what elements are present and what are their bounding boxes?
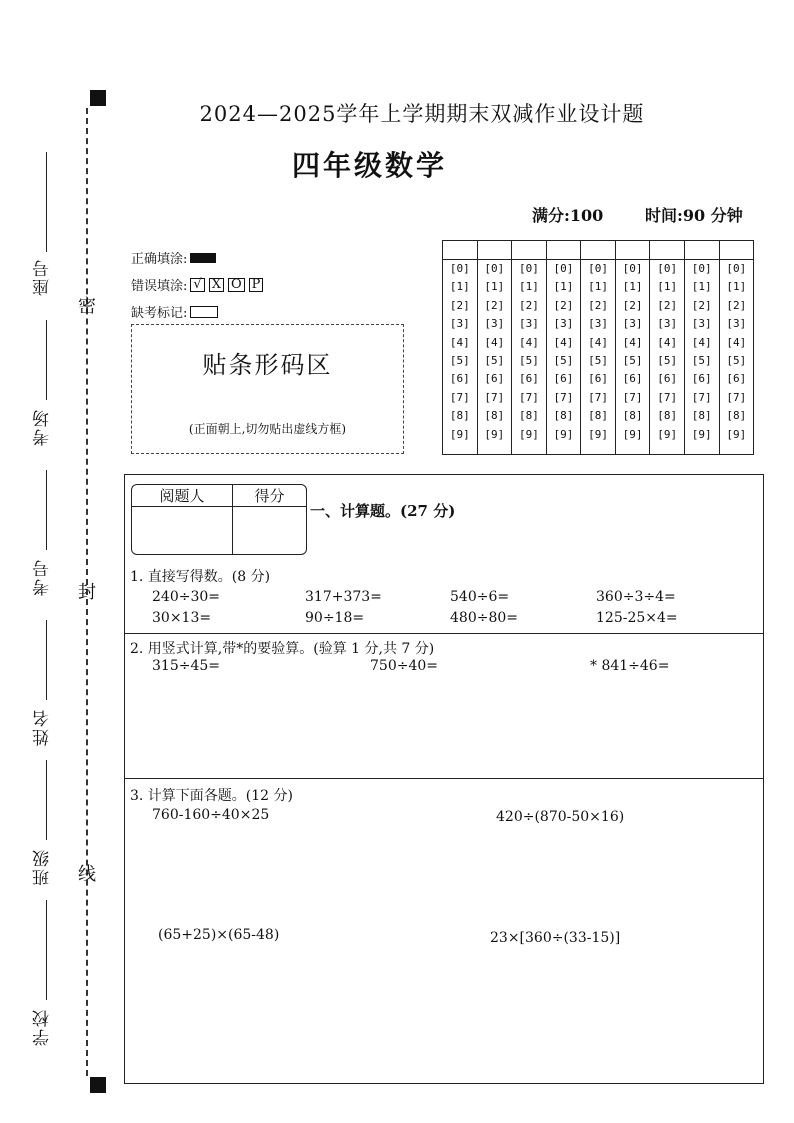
- id-bubble[interactable]: [4]: [484, 335, 505, 349]
- id-column: [685, 241, 720, 454]
- grader-reviewer-field[interactable]: [132, 507, 233, 554]
- id-bubble[interactable]: [9]: [691, 427, 712, 441]
- q2-item-1: 315÷45=: [152, 658, 220, 674]
- id-bubble[interactable]: [3]: [657, 317, 678, 331]
- id-bubble[interactable]: [3]: [588, 317, 608, 331]
- id-bubble[interactable]: [6]: [484, 372, 505, 386]
- absent-checkbox[interactable]: [190, 306, 218, 318]
- id-bubble[interactable]: [7]: [691, 390, 712, 404]
- id-bubble[interactable]: [7]: [553, 390, 574, 404]
- grader-reviewer-label: 阅题人: [132, 485, 233, 507]
- legend-absent: [131, 302, 264, 321]
- id-digit-write-box[interactable]: [616, 241, 650, 260]
- id-bubble[interactable]: [2]: [726, 298, 747, 312]
- legend-correct: [131, 248, 264, 267]
- id-bubble[interactable]: [4]: [588, 335, 608, 349]
- id-bubble[interactable]: [0]: [691, 262, 712, 275]
- student-name-label: 姓名: [33, 708, 53, 746]
- id-bubble[interactable]: [9]: [588, 427, 608, 441]
- id-bubble[interactable]: [0]: [553, 262, 574, 275]
- q1-item-5: 30×13=: [152, 610, 212, 626]
- id-bubble[interactable]: [9]: [518, 427, 539, 441]
- q1-item-6: 90÷18=: [305, 610, 365, 626]
- id-bubble[interactable]: [0]: [726, 262, 747, 275]
- id-bubble[interactable]: [8]: [726, 409, 747, 423]
- id-bubble[interactable]: [4]: [449, 335, 470, 349]
- legend-absent-label: 缺考标记:: [131, 306, 188, 321]
- seal-char-feng: 封: [78, 582, 96, 603]
- id-bubble[interactable]: [1]: [484, 280, 505, 294]
- id-bubble[interactable]: [0]: [588, 262, 608, 275]
- id-bubble[interactable]: [1]: [449, 280, 470, 294]
- q1-item-3: 540÷6=: [450, 589, 510, 605]
- id-bubble[interactable]: [1]: [726, 280, 747, 294]
- id-digit-write-box[interactable]: [547, 241, 581, 260]
- legend-wrong: [131, 275, 264, 294]
- q2-item-2: 750÷40=: [370, 658, 438, 674]
- exam-room-label: 考场: [33, 408, 53, 446]
- id-digit-write-box[interactable]: [685, 241, 719, 260]
- id-bubble[interactable]: [7]: [484, 390, 505, 404]
- id-bubble[interactable]: [4]: [657, 335, 678, 349]
- id-bubble[interactable]: [8]: [484, 409, 505, 423]
- q1-item-2: 317+373=: [305, 589, 382, 605]
- id-bubble[interactable]: [7]: [657, 390, 678, 404]
- exam-time: 时间:90 分钟: [645, 206, 743, 225]
- question-1-title: 1. 直接写得数。(8 分): [130, 569, 271, 585]
- id-column: [443, 241, 478, 454]
- id-bubble[interactable]: [8]: [449, 409, 470, 423]
- id-bubble[interactable]: [5]: [449, 353, 470, 367]
- q1-item-1: 240÷30=: [152, 589, 220, 605]
- id-bubble[interactable]: [9]: [553, 427, 574, 441]
- id-digit-write-box[interactable]: [720, 241, 754, 260]
- id-digit-write-box[interactable]: [478, 241, 512, 260]
- id-bubble[interactable]: [7]: [449, 390, 470, 404]
- q2-item-3: * 841÷46=: [590, 658, 670, 674]
- q1-item-4: 360÷3÷4=: [596, 589, 676, 605]
- id-bubble[interactable]: [2]: [691, 298, 712, 312]
- id-column: [720, 241, 754, 454]
- id-bubble[interactable]: [1]: [553, 280, 574, 294]
- q1-item-8: 125-25×4=: [596, 610, 678, 626]
- id-column: [547, 241, 582, 454]
- id-bubble[interactable]: [8]: [518, 409, 539, 423]
- filled-box-sample: [190, 253, 216, 263]
- id-bubble[interactable]: [0]: [622, 262, 643, 275]
- id-bubble[interactable]: [5]: [657, 353, 678, 367]
- id-bubble[interactable]: [6]: [518, 372, 539, 386]
- barcode-area: [131, 324, 404, 454]
- full-score: 满分:100: [532, 206, 604, 225]
- id-bubble[interactable]: [4]: [726, 335, 747, 349]
- legend-correct-label: 正确填涂:: [131, 252, 188, 267]
- exam-room-line[interactable]: [46, 320, 47, 400]
- divider-q1-q2: [124, 633, 764, 634]
- id-bubble[interactable]: [7]: [588, 390, 608, 404]
- id-bubble[interactable]: [0]: [518, 262, 539, 275]
- id-bubble[interactable]: [2]: [518, 298, 539, 312]
- id-bubble[interactable]: [1]: [518, 280, 539, 294]
- seal-char-mi: 密: [78, 296, 96, 317]
- id-bubble[interactable]: [5]: [553, 353, 574, 367]
- id-digit-write-box[interactable]: [581, 241, 615, 260]
- id-bubble[interactable]: [1]: [622, 280, 643, 294]
- id-bubble[interactable]: [9]: [726, 427, 747, 441]
- id-bubble[interactable]: [9]: [484, 427, 505, 441]
- id-bubble[interactable]: [1]: [691, 280, 712, 294]
- school-line[interactable]: [46, 900, 47, 1000]
- question-3-title: 3. 计算下面各题。(12 分): [130, 788, 293, 804]
- wrong-mark-circle: O: [228, 278, 245, 292]
- id-bubble[interactable]: [3]: [691, 317, 712, 331]
- id-bubble[interactable]: [9]: [657, 427, 678, 441]
- q3-item-4: 23×[360÷(33-15)]: [490, 930, 621, 946]
- grader-score-label: 得分: [233, 485, 306, 507]
- id-bubble[interactable]: [5]: [588, 353, 608, 367]
- q3-item-2: 420÷(870-50×16): [496, 809, 625, 825]
- id-column: [616, 241, 651, 454]
- id-bubble[interactable]: [5]: [726, 353, 747, 367]
- id-bubble[interactable]: [5]: [691, 353, 712, 367]
- seal-char-xian: 线: [78, 864, 96, 885]
- exam-number-line[interactable]: [46, 470, 47, 550]
- id-column: [512, 241, 547, 454]
- id-bubble[interactable]: [8]: [622, 409, 643, 423]
- id-bubble[interactable]: [1]: [588, 280, 608, 294]
- wrong-mark-check: √: [190, 278, 204, 292]
- id-bubble[interactable]: [1]: [657, 280, 678, 294]
- page-title: 2024—2025学年上学期期末双减作业设计题: [199, 102, 645, 126]
- class-label: 班级: [33, 848, 53, 886]
- id-bubble[interactable]: [8]: [553, 409, 574, 423]
- id-bubble[interactable]: [3]: [484, 317, 505, 331]
- id-column: [478, 241, 513, 454]
- id-bubble[interactable]: [4]: [691, 335, 712, 349]
- exam-number-label: 考号: [33, 558, 53, 596]
- id-bubble[interactable]: [5]: [484, 353, 505, 367]
- id-bubble[interactable]: [0]: [657, 262, 678, 275]
- id-bubble[interactable]: [4]: [553, 335, 574, 349]
- wrong-mark-cross: X: [209, 278, 224, 292]
- id-bubble[interactable]: [6]: [553, 372, 574, 386]
- id-bubble[interactable]: [7]: [726, 390, 747, 404]
- school-label: 学校: [33, 1008, 53, 1046]
- seat-number-line[interactable]: [46, 152, 47, 252]
- id-bubble[interactable]: [7]: [518, 390, 539, 404]
- grader-box: [131, 484, 307, 555]
- id-bubble[interactable]: [8]: [691, 409, 712, 423]
- q1-item-7: 480÷80=: [450, 610, 518, 626]
- id-bubble[interactable]: [8]: [657, 409, 678, 423]
- id-bubble[interactable]: [2]: [622, 298, 643, 312]
- id-bubble[interactable]: [8]: [588, 409, 608, 423]
- id-bubble[interactable]: [6]: [449, 372, 470, 386]
- id-bubble[interactable]: [3]: [726, 317, 747, 331]
- barcode-note: (正面朝上,切勿贴出虚线方框): [188, 422, 347, 436]
- id-bubble[interactable]: [3]: [622, 317, 643, 331]
- id-bubble[interactable]: [2]: [657, 298, 678, 312]
- q3-item-3: (65+25)×(65-48): [158, 927, 280, 943]
- id-bubble[interactable]: [3]: [553, 317, 574, 331]
- id-digit-write-box[interactable]: [443, 241, 477, 260]
- id-bubble[interactable]: [0]: [449, 262, 470, 275]
- id-bubble[interactable]: [6]: [691, 372, 712, 386]
- id-bubble[interactable]: [9]: [622, 427, 643, 441]
- q3-item-1: 760-160÷40×25: [152, 807, 270, 823]
- question-2-title: 2. 用竖式计算,带*的要验算。(验算 1 分,共 7 分): [130, 641, 435, 657]
- id-bubble[interactable]: [2]: [588, 298, 608, 312]
- alignment-marker-bottom: [90, 1077, 106, 1093]
- id-bubble[interactable]: [0]: [484, 262, 505, 275]
- legend-wrong-label: 错误填涂:: [131, 279, 188, 294]
- fill-legend: [131, 248, 264, 321]
- id-digit-write-box[interactable]: [512, 241, 546, 260]
- id-bubble[interactable]: [2]: [484, 298, 505, 312]
- section-1-title: 一、计算题。(27 分): [310, 502, 456, 520]
- id-column: [650, 241, 685, 454]
- class-line[interactable]: [46, 760, 47, 840]
- student-name-line[interactable]: [46, 620, 47, 700]
- id-bubble[interactable]: [6]: [622, 372, 643, 386]
- id-bubble[interactable]: [2]: [449, 298, 470, 312]
- exam-id-grid: [442, 240, 754, 455]
- seat-number-label: 座号: [33, 258, 53, 296]
- id-bubble[interactable]: [5]: [622, 353, 643, 367]
- id-digit-write-box[interactable]: [650, 241, 684, 260]
- id-bubble[interactable]: [3]: [449, 317, 470, 331]
- id-bubble[interactable]: [3]: [518, 317, 539, 331]
- wrong-mark-p: P: [249, 278, 264, 292]
- id-bubble[interactable]: [4]: [518, 335, 539, 349]
- barcode-title: 贴条形码区: [202, 351, 333, 379]
- divider-q2-q3: [124, 778, 764, 779]
- id-bubble[interactable]: [6]: [657, 372, 678, 386]
- id-bubble[interactable]: [7]: [622, 390, 643, 404]
- page-subtitle: 四年级数学: [292, 149, 448, 182]
- id-bubble[interactable]: [5]: [518, 353, 539, 367]
- id-bubble[interactable]: [2]: [553, 298, 574, 312]
- id-bubble[interactable]: [4]: [622, 335, 643, 349]
- id-bubble[interactable]: [6]: [726, 372, 747, 386]
- id-bubble[interactable]: [6]: [588, 372, 608, 386]
- id-bubble[interactable]: [9]: [449, 427, 470, 441]
- id-column: [581, 241, 616, 454]
- grader-score-field[interactable]: [233, 507, 306, 554]
